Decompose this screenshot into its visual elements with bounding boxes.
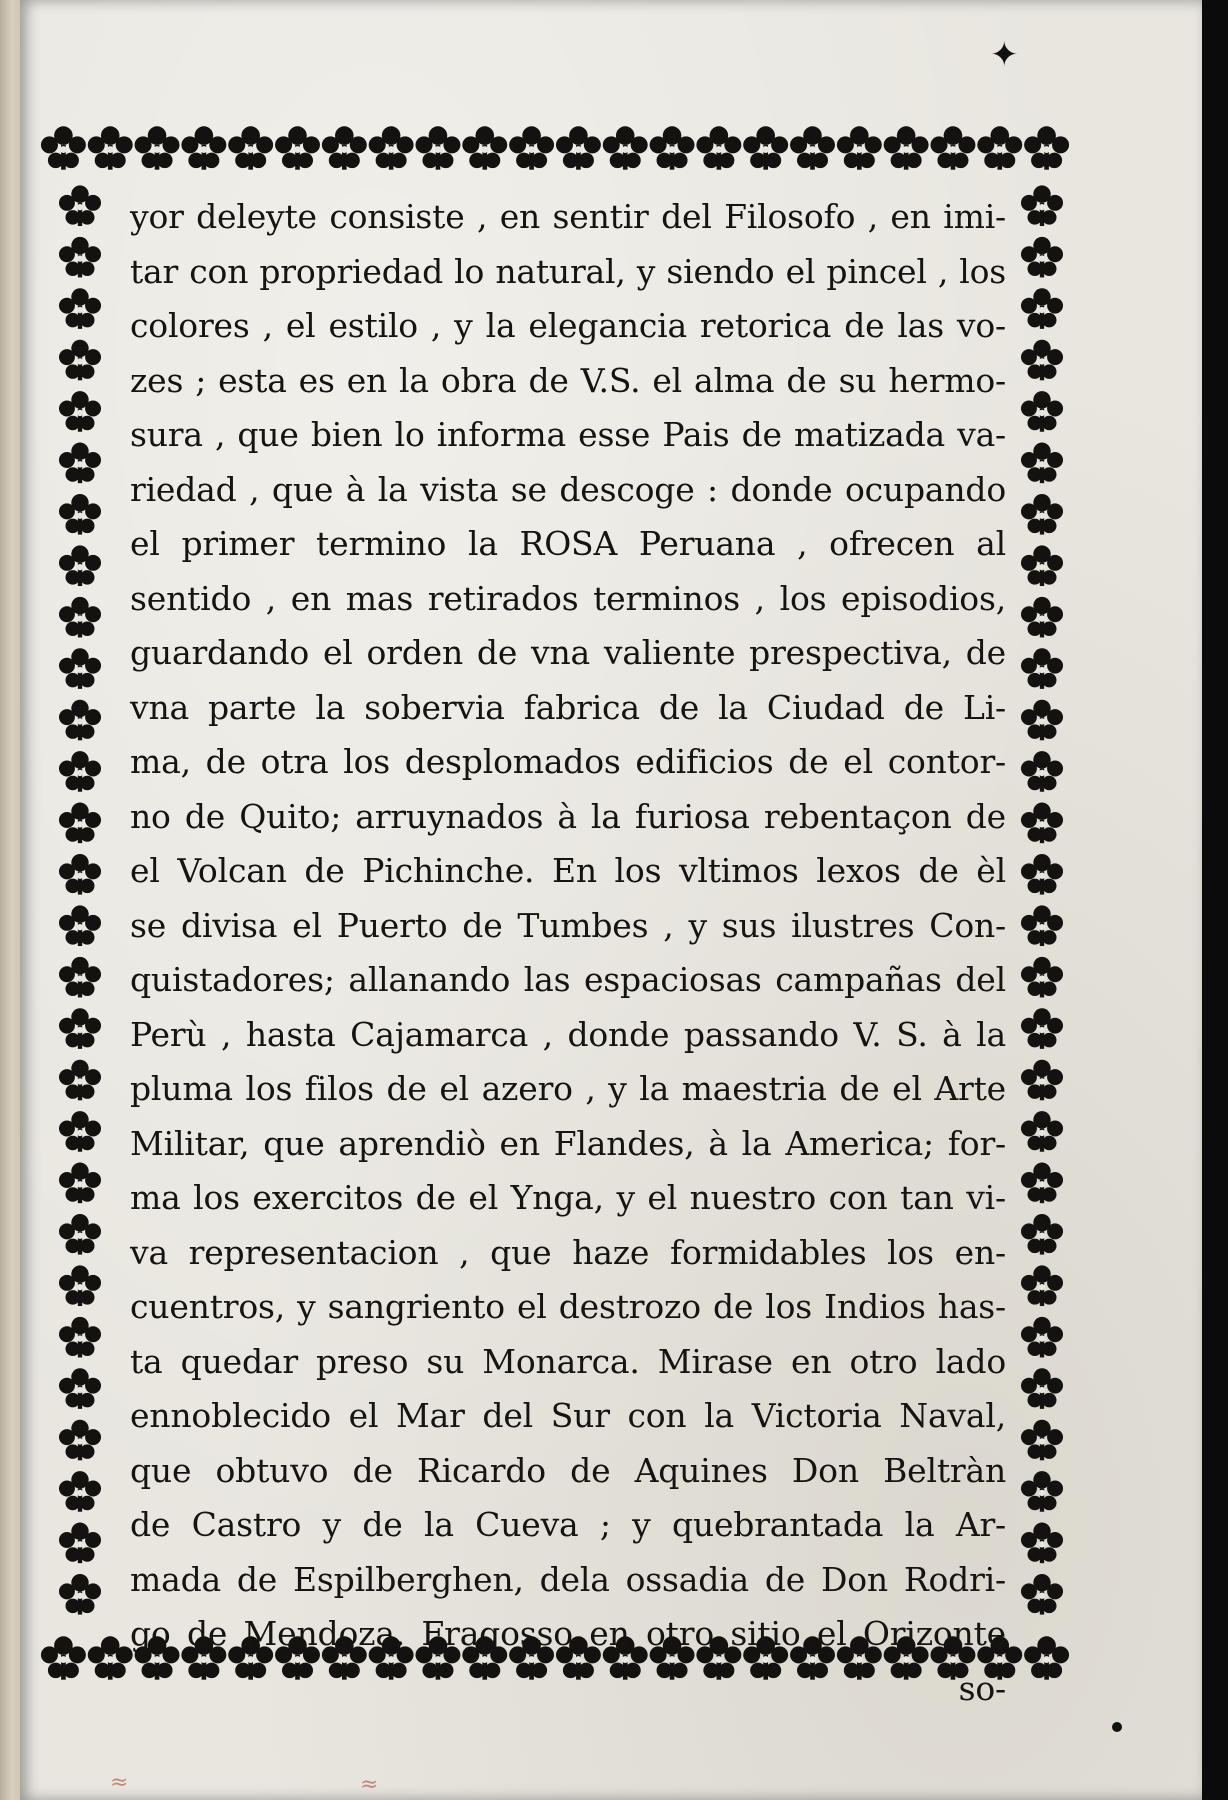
fleuron-ornament — [415, 126, 460, 169]
fleuron-ornament — [696, 126, 741, 169]
body-text — [130, 190, 1006, 1708]
ornamental-border-top — [40, 118, 1070, 178]
fleuron-ornament — [1021, 340, 1063, 381]
fleuron-ornament — [322, 126, 367, 169]
text-line: se divisa el Puerto de Tumbes , y sus ilustres Con- — [130, 905, 1006, 945]
text-line: cuentros, y sangriento el destrozo de los Indios has- — [130, 1287, 1006, 1326]
text-line: colores , el estilo , y la elegancia retorica de las vo- — [130, 306, 1006, 345]
fleuron-ornament — [1021, 1368, 1063, 1409]
fleuron-ornament — [59, 1163, 101, 1204]
fleuron-ornament — [1021, 1471, 1063, 1512]
text-line: guardando el orden de vna valiente prespectiva, de — [130, 633, 1006, 672]
fleuron-ornament — [462, 126, 507, 169]
fleuron-ornament — [977, 126, 1022, 169]
fleuron-ornament — [59, 340, 101, 381]
fleuron-ornament — [41, 1636, 86, 1679]
text-line: Militar, que aprendiò en Flandes, à la America; for- — [130, 1123, 1006, 1163]
fleuron-ornament — [1021, 1060, 1063, 1101]
fleuron-ornament — [59, 545, 101, 586]
fleuron-ornament — [59, 1008, 101, 1049]
text-line: sura , que bien lo informa esse Pais de matizada va- — [130, 415, 1006, 454]
fleuron-ornament — [59, 1523, 101, 1564]
text-line: zes ; esta es en la obra de V.S. el alma de su hermo- — [130, 360, 1006, 400]
fleuron-ornament — [181, 126, 226, 169]
marginal-stain: ≈ — [110, 1770, 129, 1795]
text-line: ennoblecido el Mar del Sur con la Victoria Naval, — [130, 1396, 1006, 1435]
fleuron-ornament — [1021, 1008, 1063, 1049]
fleuron-ornament — [1021, 1214, 1063, 1255]
fleuron-ornament — [603, 126, 648, 169]
text-line: quistadores; allanando las espaciosas campañas del — [130, 960, 1006, 999]
fleuron-ornament — [59, 185, 101, 226]
text-line: que obtuvo de Ricardo de Aquines Don Beltràn — [130, 1450, 1006, 1490]
fleuron-ornament — [1021, 957, 1063, 998]
fleuron-ornament — [1021, 905, 1063, 946]
fleuron-ornament — [884, 126, 929, 169]
text-line: go de Mendoza. Fragosso en otro sitio el Orizonte — [130, 1614, 1006, 1653]
fleuron-ornament — [1021, 185, 1063, 226]
fleuron-ornament — [59, 1214, 101, 1255]
fleuron-ornament — [59, 1368, 101, 1409]
marginal-stain: ≈ — [360, 1772, 379, 1797]
ink-blot-icon: ✦ — [990, 35, 1019, 75]
text-line: el primer termino la ROSA Peruana , ofrecen al — [130, 524, 1006, 563]
fleuron-ornament — [1021, 1420, 1063, 1461]
fleuron-ornament — [1021, 1523, 1063, 1564]
fleuron-ornament — [1021, 803, 1063, 844]
fleuron-ornament — [59, 957, 101, 998]
fleuron-ornament — [275, 126, 320, 169]
fleuron-ornament — [59, 1420, 101, 1461]
text-line: el Volcan de Pichinche. En los vltimos lexos de èl — [130, 851, 1006, 890]
fleuron-ornament — [1021, 1111, 1063, 1152]
fleuron-ornament — [59, 1471, 101, 1512]
ornamental-border-right — [1012, 180, 1072, 1620]
fleuron-ornament — [59, 237, 101, 278]
fleuron-ornament — [59, 700, 101, 741]
fleuron-ornament — [930, 126, 975, 169]
fleuron-ornament — [59, 443, 101, 484]
text-line: Perù , hasta Cajamarca , donde passando V. S. à la — [130, 1014, 1006, 1054]
fleuron-ornament — [59, 1574, 101, 1615]
text-line: riedad , que à la vista se descoge : donde ocupando — [130, 469, 1006, 509]
fleuron-ornament — [1021, 1317, 1063, 1358]
fleuron-ornament — [837, 126, 882, 169]
ornamental-border-left — [50, 180, 110, 1620]
fleuron-ornament — [369, 126, 414, 169]
fleuron-ornament — [1021, 545, 1063, 586]
text-line: de Castro y de la Cueva ; y quebrantada la Ar- — [130, 1505, 1006, 1544]
fleuron-ornament — [1021, 1163, 1063, 1204]
fleuron-ornament — [1024, 1636, 1069, 1679]
fleuron-ornament — [1021, 751, 1063, 792]
text-line: sentido , en mas retirados terminos , los episodios, — [130, 578, 1006, 618]
text-line: yor deleyte consiste , en sentir del Filosofo , en imi- — [130, 197, 1006, 236]
fleuron-ornament — [1021, 494, 1063, 535]
fleuron-ornament — [59, 751, 101, 792]
text-line: mada de Espilberghen, dela ossadia de Don Rodri- — [130, 1559, 1006, 1599]
fleuron-ornament — [1021, 443, 1063, 484]
fleuron-ornament — [1021, 237, 1063, 278]
fleuron-ornament — [650, 126, 695, 169]
fleuron-ornament — [59, 597, 101, 638]
text-line: va representacion , que haze formidables los en- — [130, 1232, 1006, 1272]
fleuron-ornament — [1021, 854, 1063, 895]
fleuron-ornament — [1021, 648, 1063, 689]
text-line: tar con propriedad lo natural, y siendo el pincel , los — [130, 251, 1006, 291]
fleuron-ornament — [41, 126, 86, 169]
fleuron-ornament — [1021, 700, 1063, 741]
fleuron-ornament — [228, 126, 273, 169]
fleuron-ornament — [88, 1636, 133, 1679]
fleuron-ornament — [59, 854, 101, 895]
text-line: pluma los filos de el azero , y la maestria de el Arte — [130, 1069, 1006, 1108]
fleuron-ornament — [743, 126, 788, 169]
facing-page-edge — [0, 0, 20, 1800]
fleuron-ornament — [88, 126, 133, 169]
fleuron-ornament — [1021, 1574, 1063, 1615]
fleuron-ornament — [790, 126, 835, 169]
fleuron-ornament — [59, 803, 101, 844]
fleuron-ornament — [59, 905, 101, 946]
fleuron-ornament — [59, 1060, 101, 1101]
fleuron-ornament — [135, 126, 180, 169]
fleuron-ornament — [59, 1317, 101, 1358]
text-line: ta quedar preso su Monarca. Mirase en otro lado — [130, 1341, 1006, 1381]
fleuron-ornament — [1021, 597, 1063, 638]
text-line: vna parte la sobervia fabrica de la Ciudad de Li- — [130, 687, 1006, 727]
fleuron-ornament — [59, 1265, 101, 1306]
fleuron-ornament — [556, 126, 601, 169]
fleuron-ornament — [59, 391, 101, 432]
ink-dot-icon — [1112, 1722, 1122, 1732]
fleuron-ornament — [1021, 288, 1063, 329]
text-line: ma, de otra los desplomados edificios de el contor- — [130, 742, 1006, 781]
fleuron-ornament — [59, 494, 101, 535]
fleuron-ornament — [509, 126, 554, 169]
fleuron-ornament — [1021, 391, 1063, 432]
fleuron-ornament — [59, 288, 101, 329]
fleuron-ornament — [1024, 126, 1069, 169]
text-line: no de Quito; arruynados à la furiosa rebentaçon de — [130, 796, 1006, 836]
fleuron-ornament — [59, 648, 101, 689]
fleuron-ornament — [59, 1111, 101, 1152]
fleuron-ornament — [1021, 1265, 1063, 1306]
catchword: so- — [958, 1668, 1006, 1708]
text-line: ma los exercitos de el Ynga, y el nuestro con tan vi- — [130, 1178, 1006, 1217]
